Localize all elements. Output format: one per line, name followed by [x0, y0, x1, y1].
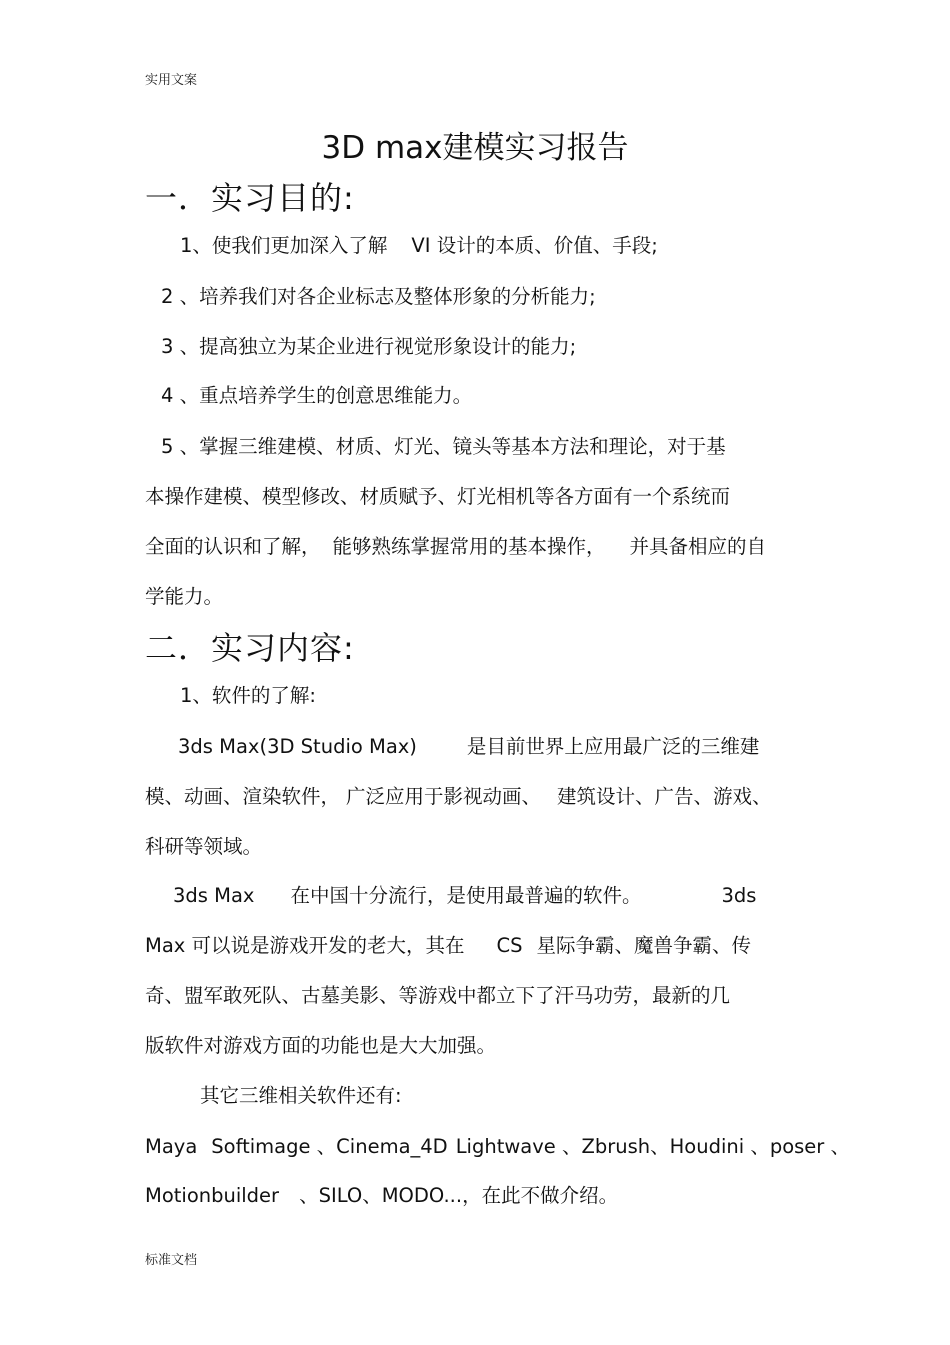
software-para-1-line-1	[178, 731, 759, 759]
para1-text-e: 建筑设计、广告、游戏、	[557, 785, 772, 808]
para1-text-a: 3ds Max(3D Studio Max)	[178, 735, 417, 758]
document-title: 3D max建模实习报告	[321, 130, 629, 166]
objective-item-5-line-4: 学能力。	[145, 585, 224, 608]
software-para-3: 其它三维相关软件还有:	[200, 1084, 402, 1107]
list-text-a: Maya	[145, 1135, 198, 1158]
objective-1-text-b: VI 设计的本质、价值、手段;	[411, 234, 658, 257]
software-list-line-1	[145, 1131, 850, 1159]
objective-5-text-c: 并具备相应的自	[629, 535, 767, 558]
software-para-2-line-1	[173, 880, 756, 908]
para2-text-f: 星际争霸、魔兽争霸、传	[536, 934, 752, 957]
para1-text-b: 是目前世界上应用最广泛的三维建	[466, 735, 760, 758]
para1-text-c: 模、动画、渲染软件，	[145, 785, 341, 808]
objective-5-text-a: 全面的认识和了解，	[145, 535, 321, 558]
objective-5-text-b: 能够熟练掌握常用的基本操作，	[332, 535, 606, 558]
list-text-b: Softimage 、Cinema_4D	[211, 1135, 448, 1158]
section-heading-content: 二．实习内容:	[145, 629, 355, 667]
objective-item-4: 4 、重点培养学生的创意思维能力。	[161, 384, 473, 407]
software-para-2-line-3: 奇、盟军敢死队、古墓美影、等游戏中都立下了汗马功劳，最新的几	[145, 984, 731, 1007]
objective-item-5-line-3	[145, 531, 766, 559]
software-para-1-line-2	[145, 781, 772, 809]
para1-text-d: 广泛应用于影视动画、	[346, 785, 542, 808]
software-para-2-line-2	[145, 930, 751, 958]
software-para-1-line-3: 科研等领域。	[145, 835, 263, 858]
page-header: 实用文案	[145, 73, 198, 88]
para2-text-c: 3ds	[721, 884, 757, 907]
para2-text-a: 3ds Max	[173, 884, 255, 907]
objective-item-2: 2 、培养我们对各企业标志及整体形象的分析能力;	[161, 285, 596, 308]
page-footer: 标准文档	[145, 1253, 198, 1268]
list-text-d: Motionbuilder	[145, 1184, 280, 1207]
objective-item-1	[180, 230, 658, 258]
list-text-c: Lightwave 、Zbrush、Houdini 、poser 、	[455, 1135, 851, 1158]
section-heading-objectives: 一．实习目的:	[145, 179, 355, 217]
content-subheading-software: 1、软件的了解:	[180, 684, 316, 707]
software-list-line-2	[145, 1180, 618, 1208]
objective-item-5-line-2: 本操作建模、模型修改、材质赋予、灯光相机等各方面有一个系统而	[145, 485, 731, 508]
objective-1-text-a: 1、使我们更加深入了解	[180, 234, 388, 257]
para2-text-b: 在中国十分流行，是使用最普遍的软件。	[290, 884, 642, 907]
objective-item-5-line-1: 5 、掌握三维建模、材质、灯光、镜头等基本方法和理论，对于基	[161, 435, 726, 458]
objective-item-3: 3 、提高独立为某企业进行视觉形象设计的能力;	[161, 335, 577, 358]
list-text-e: 、SILO、MODO...，在此不做介绍。	[299, 1184, 619, 1207]
para2-text-d: Max 可以说是游戏开发的老大，其在	[145, 934, 465, 957]
para2-text-e: CS	[496, 934, 523, 957]
software-para-2-line-4: 版软件对游戏方面的功能也是大大加强。	[145, 1034, 497, 1057]
